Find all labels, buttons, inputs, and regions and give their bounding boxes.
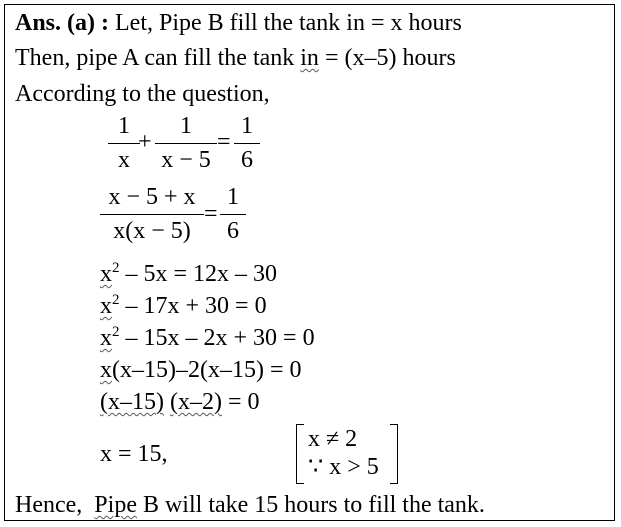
condition-2: ∵ x > 5 <box>308 454 379 480</box>
answer-line-1 <box>15 9 462 37</box>
answer-line-3: According to the question, <box>15 81 270 107</box>
step-2: $x^2 - 17x + 30 = 0$ <box>100 292 267 319</box>
condition-bracket-left <box>296 424 304 484</box>
pipe-a-in: in <box>300 45 319 71</box>
eq1-plus: + <box>138 129 152 155</box>
eq1-term1: 1 x <box>108 112 140 174</box>
eq1-term2: 1 x − 5 <box>155 112 217 174</box>
eq1-rhs: 1 6 <box>234 112 260 174</box>
step-3: $x^2 - 15x - 2x + 30 = 0$ <box>100 324 315 351</box>
condition-1: x ≠ 2 <box>308 426 358 452</box>
condition-bracket-right <box>390 424 398 484</box>
answer-label: Ans. (a) : <box>15 10 109 36</box>
step-4: x(x–15)–2(x–15) = 0 <box>100 357 302 383</box>
conclusion: Hence, Pipe B will take 15 hours to fill the tank. <box>15 492 485 518</box>
step-5: (x–15) (x–2) = 0 <box>100 389 260 415</box>
eq2-equals: = <box>204 201 218 227</box>
eq2-lhs: x − 5 + x x(x − 5) <box>100 183 204 245</box>
solution-value: x = 15, <box>100 441 168 467</box>
eq2-rhs: 1 6 <box>220 183 246 245</box>
assumption-text: Let, Pipe B fill the tank in = x hours <box>115 10 462 36</box>
pipe-a-text: Then, pipe A can fill the tank <box>15 45 301 71</box>
answer-line-2 <box>15 44 456 72</box>
pipe-a-hours: = (x–5) hours <box>318 45 456 71</box>
step-1: $x^2 - 5x = 12x - 30$ <box>100 260 278 287</box>
eq1-equals: = <box>217 129 231 155</box>
